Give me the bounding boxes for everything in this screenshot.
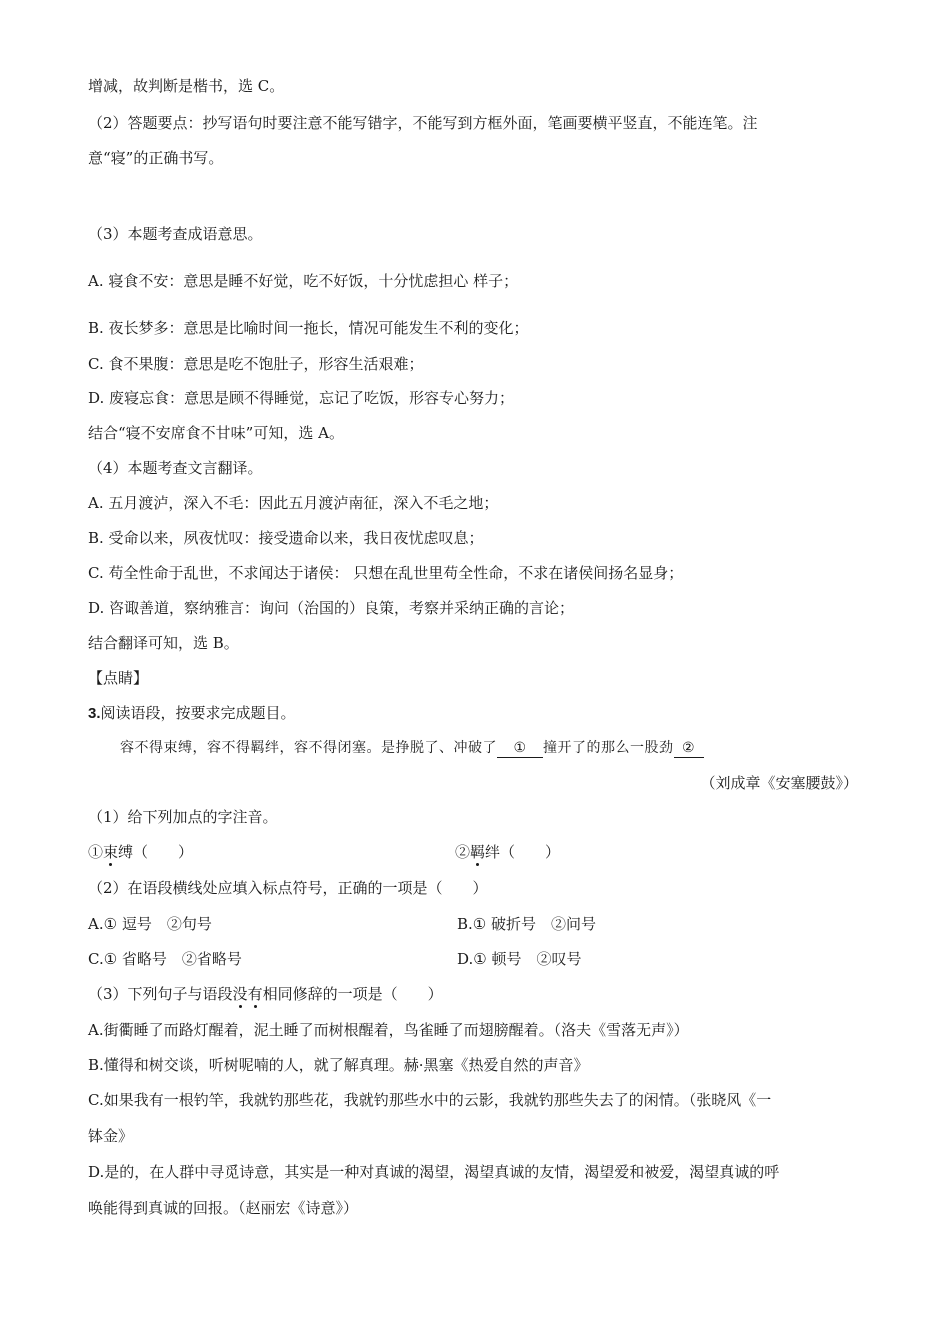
option-b: B. 夜长梦多：意思是比喻时间一拖长，情况可能发生不利的变化； — [88, 319, 529, 337]
option-a: A. 五月渡泸，深入不毛：因此五月渡泸南征，深入不毛之地； — [88, 494, 499, 512]
dianjing-label: 【点睛】 — [88, 669, 149, 687]
blank-2: ② — [674, 739, 704, 758]
passage-text: 撞开了的那么一股劲 — [543, 740, 674, 756]
dotted-char: 没 — [232, 985, 248, 1003]
dotted-char: 有 — [247, 985, 263, 1003]
question-number: 3. — [88, 705, 101, 722]
option-a: A.① 逗号 ②句号 — [88, 915, 212, 933]
section-heading: （3）本题考查成语意思。 — [88, 225, 263, 243]
item-2: ②羁绊（ ） — [455, 843, 561, 861]
option-c: C.如果我有一根钓竿，我就钓那些花，我就钓那些水中的云影，我就钓那些失去了的闲情。（张晓风《一 — [88, 1091, 772, 1109]
option-d: D.① 顿号 ②叹号 — [457, 950, 582, 968]
option-c-cont: 钵金》 — [88, 1127, 134, 1145]
option-d: D.是的，在人群中寻觅诗意，其实是一种对真诚的渴望，渴望真诚的友情，渴望爱和被爱，渴望真诚的呼 — [88, 1163, 780, 1181]
question-3-stem — [88, 703, 862, 724]
options-row — [88, 914, 862, 934]
question-text: 阅读语段，按要求完成题目。 — [100, 704, 296, 722]
passage-text: 容不得束缚，容不得羁绊，容不得闭塞。是挣脱了、冲破了 — [120, 740, 497, 756]
reading-passage — [120, 738, 870, 758]
conclusion: 结合翻译可知，选 B。 — [88, 634, 239, 652]
conclusion: 结合“寝不安席食不甘味”可知，选 A。 — [88, 424, 344, 442]
option-b: B. 受命以来，夙夜忧叹：接受遗命以来，我日夜忧虑叹息； — [88, 529, 484, 547]
option-c: C. 食不果腹：意思是吃不饱肚子，形容生活艰难； — [88, 355, 424, 373]
options-row — [88, 949, 862, 969]
dotted-char: 羁 — [470, 843, 486, 861]
dotted-char: 束 — [103, 843, 119, 861]
sub-question-2-heading: （2）在语段横线处应填入标点符号，正确的一项是（ ） — [88, 879, 488, 897]
option-b: B.懂得和树交谈，听树呢喃的人，就了解真理。赫·黑塞《热爱自然的声音》 — [88, 1056, 589, 1074]
option-b: B.① 破折号 ②问号 — [457, 915, 597, 933]
sub-question-1-heading: （1）给下列加点的字注音。 — [88, 808, 278, 826]
option-d: D. 咨诹善道，察纳雅言：询问（治国的）良策，考察并采纳正确的言论； — [88, 599, 575, 617]
sub-question-3-heading: （3）下列句子与语段没有相同修辞的一项是（ ） — [88, 985, 443, 1003]
blank-1: ① — [497, 739, 543, 758]
option-c: C.① 省略号 ②省略号 — [88, 950, 242, 968]
text-line: （2）答题要点：抄写语句时要注意不能写错字，不能写到方框外面，笔画要横平竖直，不能连笔。注 — [88, 114, 758, 132]
text-line: 意“寝”的正确书写。 — [88, 149, 224, 167]
option-d: D. 废寝忘食：意思是顾不得睡觉，忘记了吃饭，形容专心努力； — [88, 389, 515, 407]
passage-source: （刘成章《安塞腰鼓》） — [700, 774, 858, 792]
option-d-cont: 唤能得到真诚的回报。（赵丽宏《诗意》） — [88, 1199, 359, 1217]
section-heading: （4）本题考查文言翻译。 — [88, 459, 263, 477]
text-line: 增减，故判断是楷书，选 C。 — [88, 77, 285, 95]
item-1: ①束缚（ ） — [88, 843, 194, 861]
sub-question-1-items — [88, 842, 862, 862]
option-c: C. 苟全性命于乱世，不求闻达于诸侯： 只想在乱世里苟全性命，不求在诸侯间扬名显身； — [88, 564, 684, 582]
option-a: A.街衢睡了而路灯醒着，泥土睡了而树根醒着，鸟雀睡了而翅膀醒着。（洛夫《雪落无声》） — [88, 1021, 689, 1039]
option-a: A. 寝食不安：意思是睡不好觉，吃不好饭，十分忧虑担心 样子； — [88, 272, 519, 290]
